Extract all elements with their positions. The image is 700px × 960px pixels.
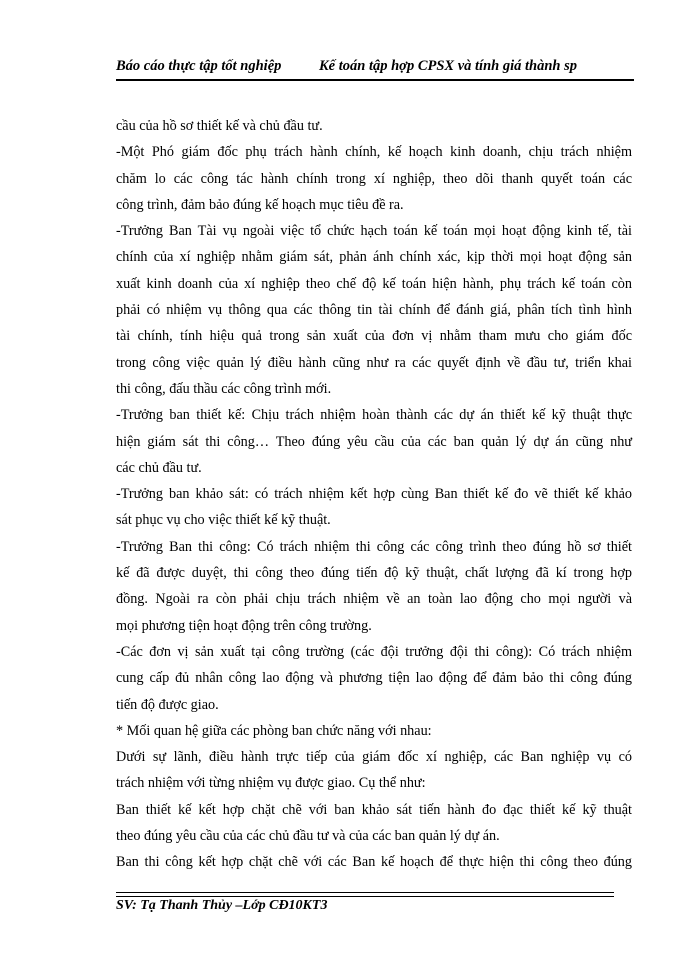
text-line: đồng. Ngoài ra còn phải chịu trách nhiệm về an toàn lao động cho mọi người và — [116, 591, 632, 608]
body-text — [116, 113, 632, 876]
text-line: sát phục vụ cho việc thiết kế kỹ thuật. — [116, 512, 331, 529]
text-line: theo đúng yêu cầu của các chủ đầu tư và của các ban quản lý dự án. — [116, 828, 500, 845]
page-footer: SV: Tạ Thanh Thủy –Lớp CĐ10KT3 — [116, 898, 328, 913]
text-line: các chủ đầu tư. — [116, 459, 202, 476]
text-line: Ban thi công kết hợp chặt chẽ với các Ban kế hoạch để thực hiện thi công theo đúng — [116, 854, 632, 871]
text-line: kế đã được duyệt, thi công theo đúng tiến độ kỹ thuật, chất lượng đã kí trong hợp — [116, 565, 632, 582]
header-report-title: Báo cáo thực tập tốt nghiệp — [116, 58, 282, 74]
text-line: trong công việc quản lý điều hành cũng như ra các quyết định về đầu tư, triển khai — [116, 354, 632, 371]
text-line: -Trưởng ban khảo sát: có trách nhiệm kết hợp cùng Ban thiết kế đo vẽ thiết kế khảo — [116, 486, 632, 503]
footer-divider — [116, 892, 614, 897]
text-line: xuất kinh doanh của xí nghiệp theo chế độ kế toán hiện hành, phụ trách kế toán còn — [116, 275, 632, 292]
text-line: mọi phương tiện hoạt động trên công trường. — [116, 617, 372, 634]
text-line: tiến độ được giao. — [116, 696, 219, 713]
text-line: cầu của hồ sơ thiết kế và chủ đầu tư. — [116, 118, 323, 134]
header-topic-title: Kế toán tập hợp CPSX và tính giá thành sp — [319, 58, 577, 74]
text-line: -Trưởng Ban thi công: Có trách nhiệm thi công các công trình theo đúng hồ sơ thiết — [116, 538, 632, 555]
text-line: Ban thiết kế kết hợp chặt chẽ với ban khảo sát tiến hành đo đạc thiết kế kỹ thuật — [116, 801, 632, 818]
header-divider — [116, 79, 634, 81]
text-line: * Mối quan hệ giữa các phòng ban chức năng với nhau: — [116, 722, 432, 739]
text-line: -Trưởng ban thiết kế: Chịu trách nhiệm hoàn thành các dự án thiết kế kỹ thuật thực — [116, 407, 632, 424]
text-line: Dưới sự lãnh, điều hành trực tiếp của giám đốc xí nghiệp, các Ban nghiệp vụ có — [116, 749, 632, 766]
text-line: trách nhiệm với từng nhiệm vụ được giao. Cụ thể như: — [116, 775, 426, 792]
text-line: -Các đơn vị sản xuất tại công trường (các đội trưởng đội thi công): Có trách nhiệm — [116, 643, 632, 660]
text-line: hiện giám sát thi công… Theo đúng yêu cầu của các ban quản lý dự án cũng như — [116, 433, 632, 450]
text-line: công trình, đảm bảo đúng kế hoạch mục tiêu đề ra. — [116, 196, 404, 213]
text-line: tài chính, tính hiệu quả trong sản xuất của đơn vị nhằm tham mưu cho giám đốc — [116, 328, 632, 345]
text-line: chăm lo các công tác hành chính trong xí nghiệp, theo dõi thanh quyết toán các — [116, 170, 632, 187]
text-line: -Một Phó giám đốc phụ trách hành chính, kế hoạch kinh doanh, chịu trách nhiệm — [116, 144, 632, 161]
text-line: cung cấp đủ nhân công lao động và phương tiện lao động để đảm bảo thi công đúng — [116, 670, 632, 687]
text-line: phải có nhiệm vụ thông qua các thông tin tài chính để đánh giá, phân tích tình hình — [116, 302, 632, 319]
text-line: chính của xí nghiệp nhằm giám sát, phản ánh chính xác, kịp thời mọi hoạt động sản — [116, 249, 632, 266]
text-line: thi công, đấu thầu các công trình mới. — [116, 380, 332, 397]
text-line: -Trưởng Ban Tài vụ ngoài việc tổ chức hạch toán kế toán mọi hoạt động kinh tế, tài — [116, 223, 632, 240]
page-header — [116, 58, 632, 78]
